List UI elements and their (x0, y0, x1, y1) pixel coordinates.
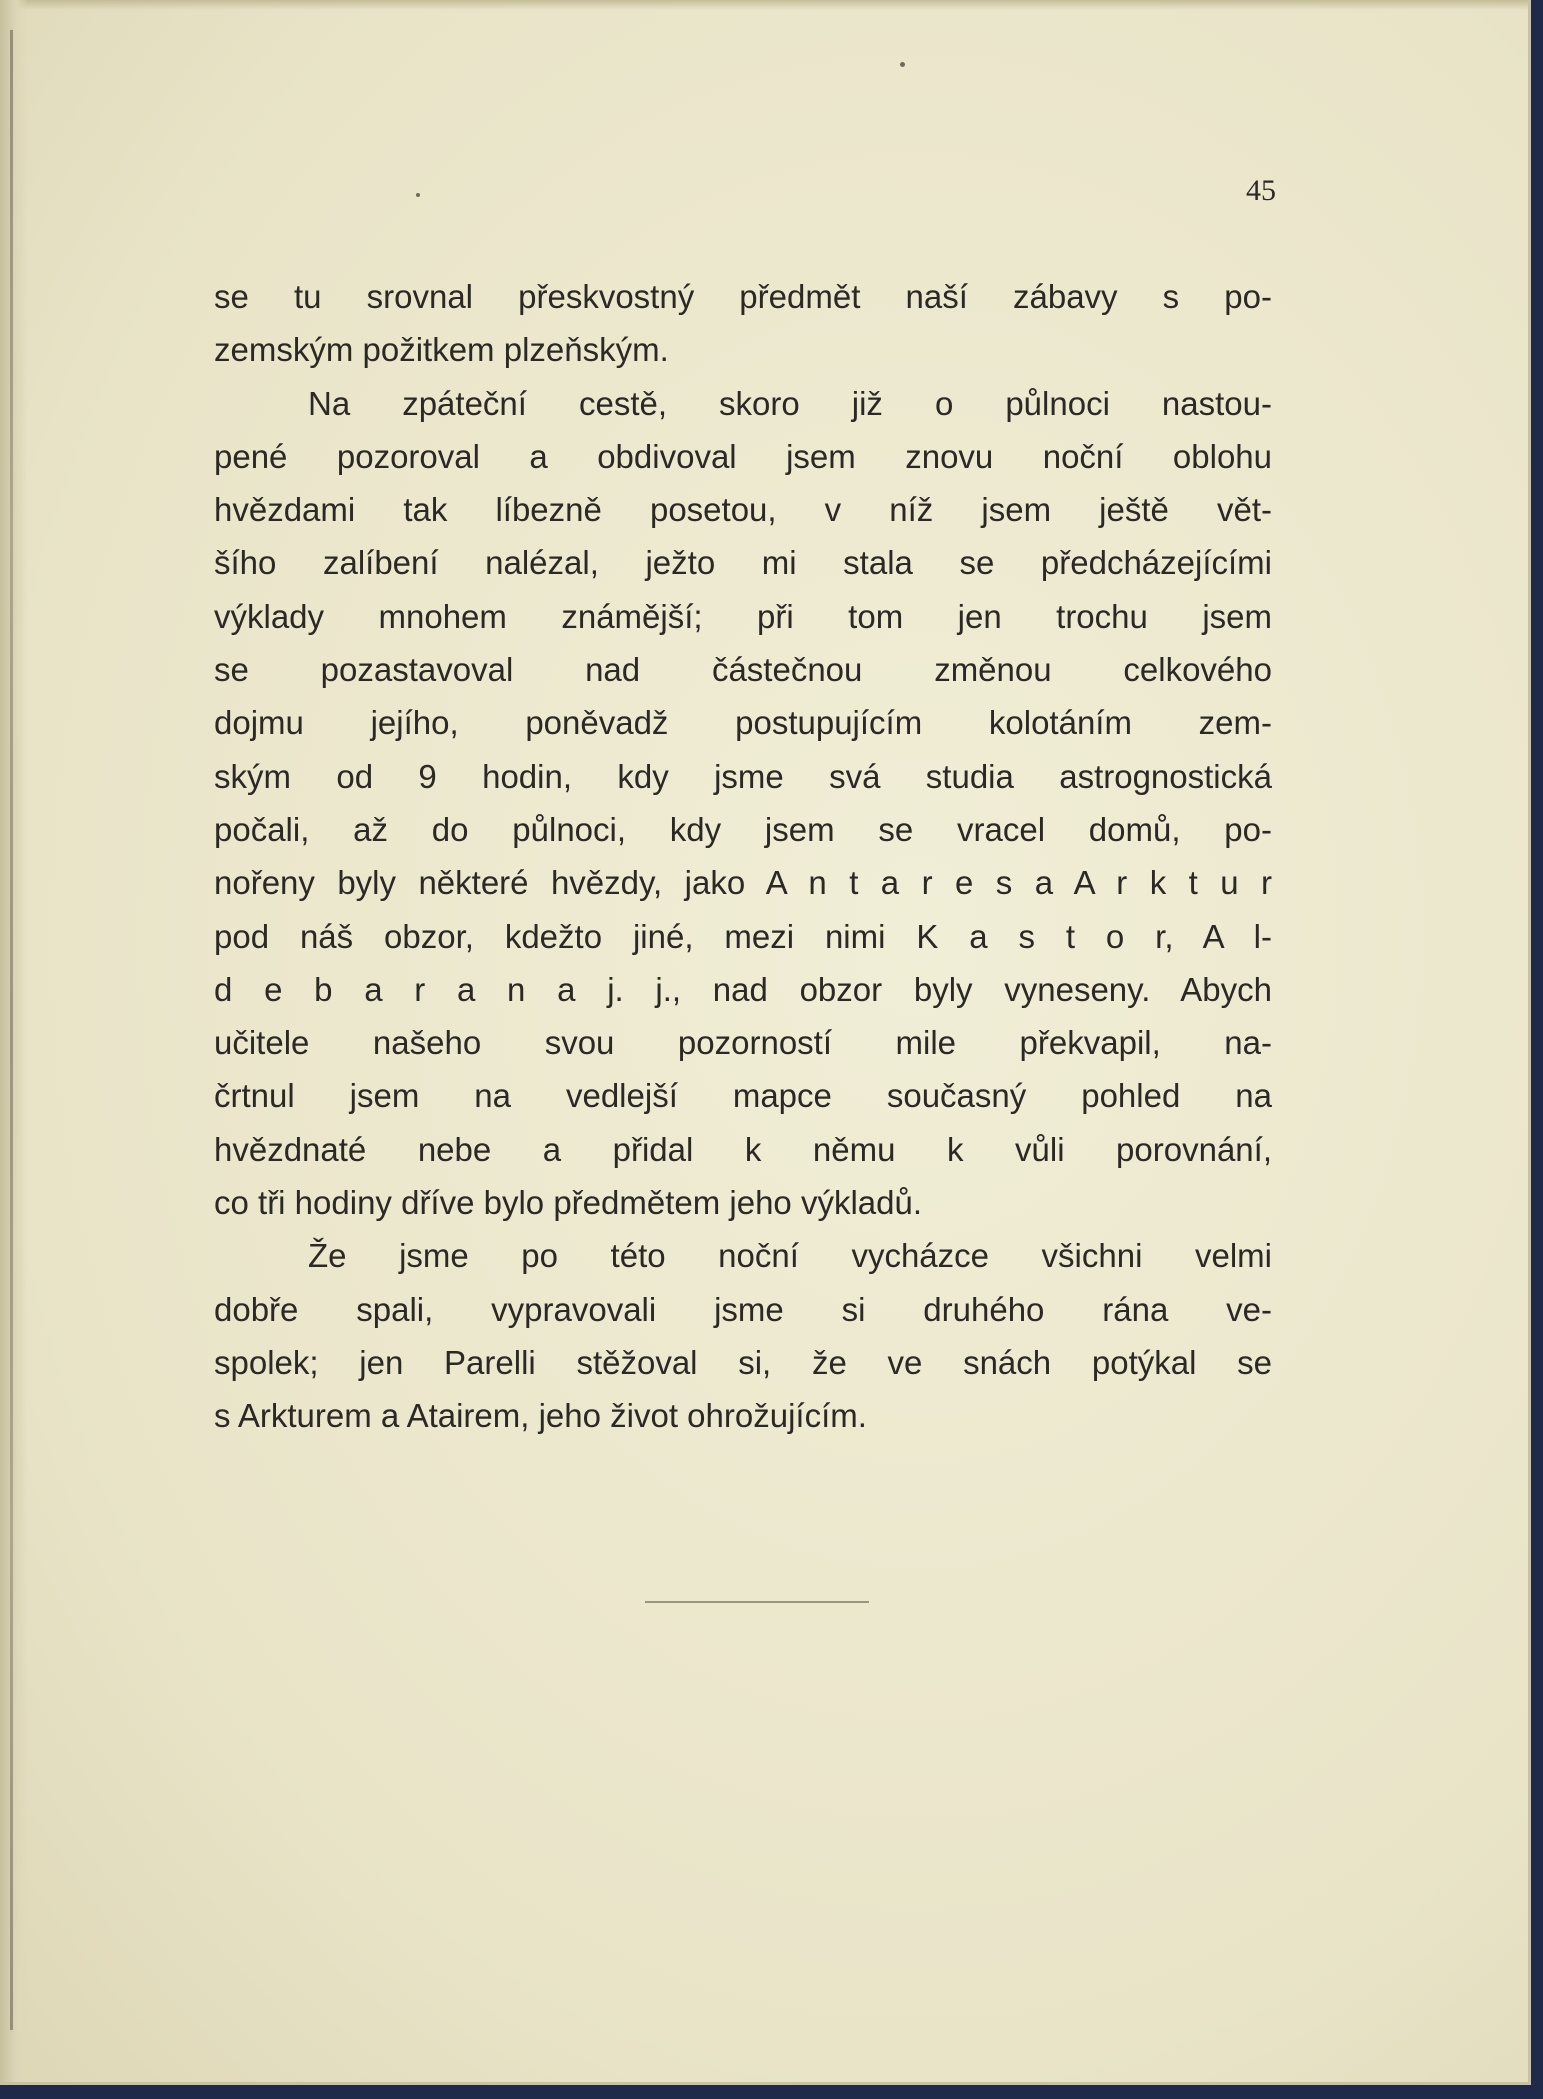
text-line: výklady mnohem známější; při tom jen trochu jsem (214, 597, 1272, 635)
text-line: nořeny byly některé hvězdy, jako A n t a r e s a A r k t u r (214, 864, 1272, 902)
page-top-shadow (0, 0, 1528, 10)
text-line: učitele našeho svou pozorností mile překvapil, na- (214, 1024, 1272, 1062)
text-line: hvězdami tak líbezně posetou, v níž jsem ještě vět- (214, 491, 1272, 529)
page-binding-edge (0, 0, 28, 2082)
paper-speck (900, 62, 905, 67)
text-line: s Arkturem a Atairem, jeho život ohrožujícím. (214, 1397, 867, 1435)
text-line: Na zpáteční cestě, skoro již o půlnoci nastou- (308, 384, 1272, 422)
text-line: co tři hodiny dříve bylo předmětem jeho výkladů. (214, 1184, 923, 1222)
paper-speck (416, 193, 420, 197)
text-line: se pozastavoval nad částečnou změnou celkového (214, 651, 1272, 689)
text-line: črtnul jsem na vedlejší mapce současný pohled na (214, 1077, 1272, 1115)
text-line: Že jsme po této noční vycházce všichni velmi (308, 1237, 1272, 1275)
text-line: zemským požitkem plzeňským. (214, 331, 669, 369)
text-line: pod náš obzor, kdežto jiné, mezi nimi K a s t o r, A l- (214, 917, 1272, 955)
text-line: pené pozoroval a obdivoval jsem znovu noční oblohu (214, 437, 1272, 475)
page-number: 45 (1246, 174, 1276, 207)
text-line: hvězdnaté nebe a přidal k němu k vůli porovnání, (214, 1130, 1272, 1168)
text-line: šího zalíbení nalézal, ježto mi stala se předcházejícími (214, 544, 1272, 582)
text-line: dojmu jejího, poněvadž postupujícím kolotáním zem- (214, 704, 1272, 742)
text-line: se tu srovnal přeskvostný předmět naší zábavy s po- (214, 278, 1272, 315)
binding-line (10, 30, 13, 2030)
text-line: d e b a r a n a j. j., nad obzor byly vyneseny. Abych (214, 970, 1272, 1008)
end-rule (645, 1601, 869, 1603)
text-line: dobře spali, vypravovali jsme si druhého rána ve- (214, 1290, 1272, 1328)
text-line: spolek; jen Parelli stěžoval si, že ve snách potýkal se (214, 1343, 1272, 1381)
text-line: ským od 9 hodin, kdy jsme svá studia astrognostická (214, 757, 1272, 795)
text-line: počali, až do půlnoci, kdy jsem se vracel domů, po- (214, 810, 1272, 848)
body-text (214, 270, 1272, 1443)
